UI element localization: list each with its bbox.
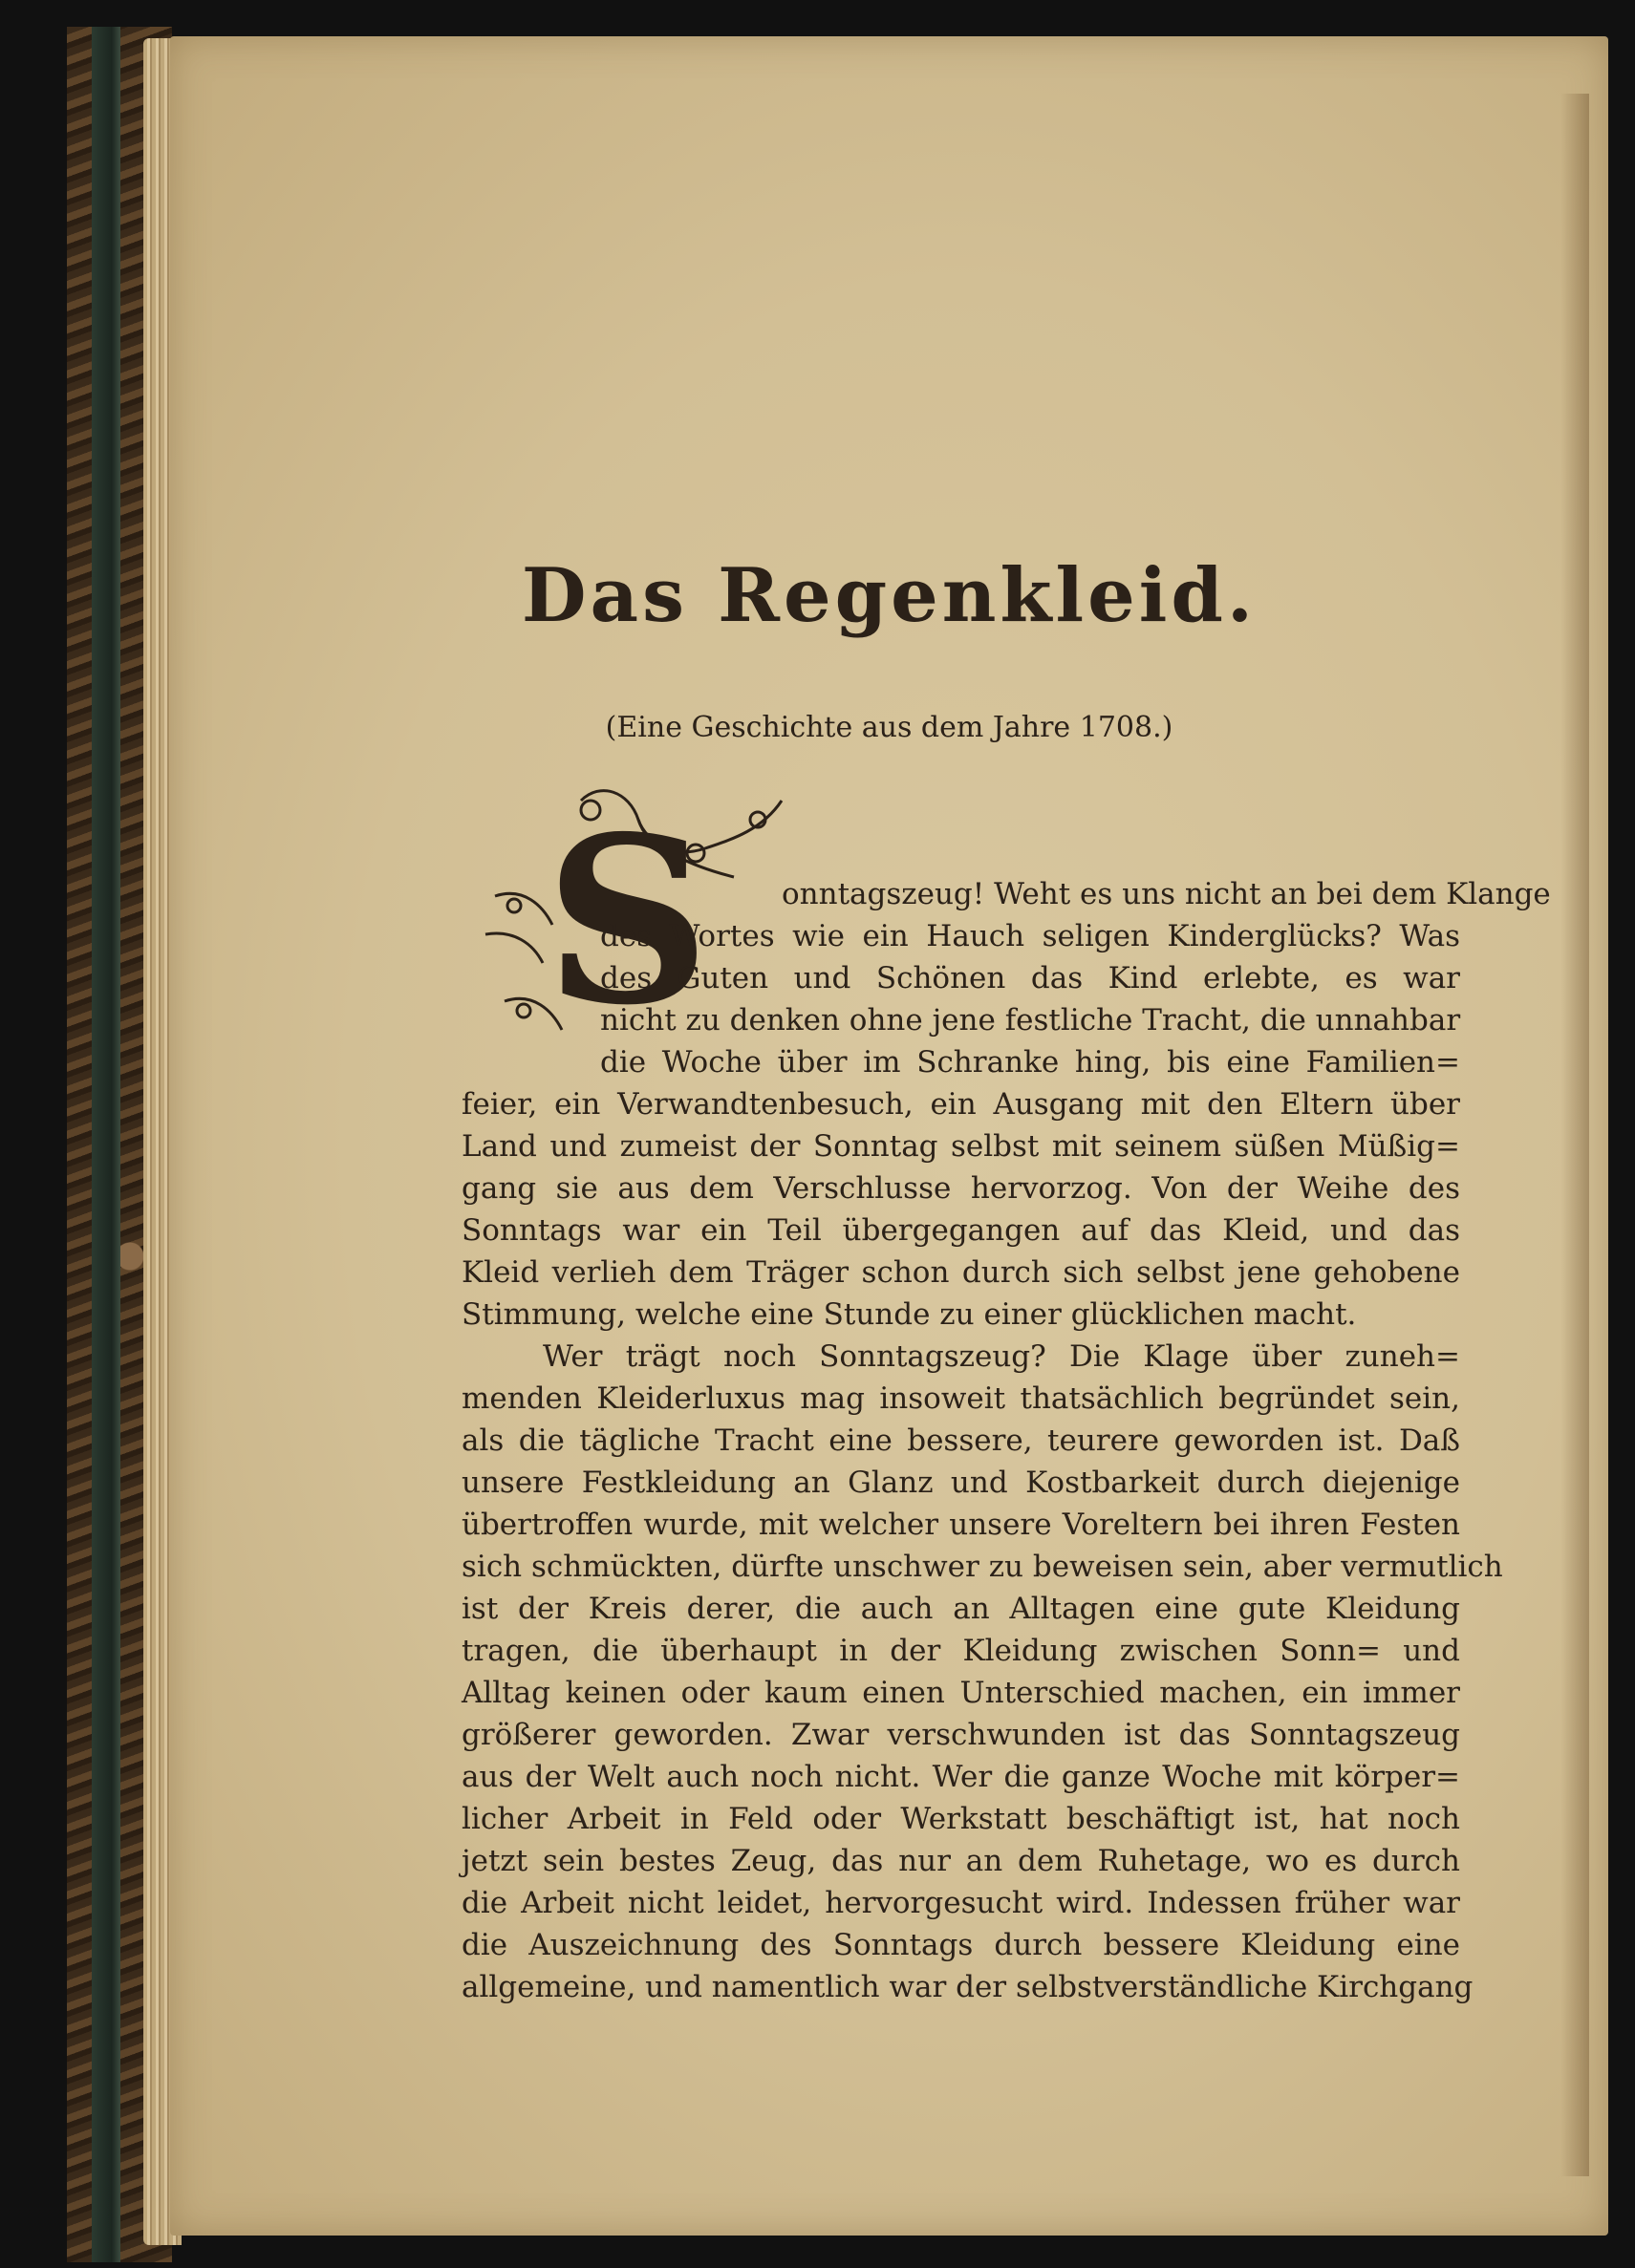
text-line: unsere Festkleidung an Glanz und Kostbarkeit durch diejenige xyxy=(462,1466,1460,1500)
text-line: licher Arbeit in Feld oder Werkstatt beschäftigt ist, hat noch xyxy=(462,1802,1460,1836)
text-line: menden Kleiderluxus mag insoweit thatsächlich begründet sein, xyxy=(462,1381,1460,1416)
text-line: feier, ein Verwandtenbesuch, ein Ausgang mit den Eltern über xyxy=(462,1087,1460,1122)
text-line: des Guten und Schönen das Kind erlebte, es war xyxy=(600,961,1460,995)
chapter-title: Das Regenkleid. xyxy=(521,552,1258,639)
text-line: allgemeine, und namentlich war der selbstverständliche Kirchgang xyxy=(462,1970,1474,2004)
text-line: die Arbeit nicht leidet, hervorgesucht wird. Indessen früher war xyxy=(462,1886,1460,1920)
chapter-subtitle: (Eine Geschichte aus dem Jahre 1708.) xyxy=(605,711,1173,744)
text-line: sich schmückten, dürfte unschwer zu beweisen sein, aber vermutlich xyxy=(462,1550,1503,1584)
text-line: als die tägliche Tracht eine bessere, teurere geworden ist. Daß xyxy=(462,1423,1460,1458)
text-line: Stimmung, welche eine Stunde zu einer glücklichen macht. xyxy=(462,1297,1357,1332)
initial-letter: S xyxy=(545,786,711,1056)
text-line: Sonntags war ein Teil übergegangen auf das Kleid, und das xyxy=(462,1213,1460,1248)
text-line: Kleid verlieh dem Träger schon durch sich selbst jene gehobene xyxy=(462,1255,1460,1290)
text-line: jetzt sein bestes Zeug, das nur an dem Ruhetage, wo es durch xyxy=(462,1844,1460,1878)
text-line: die Auszeichnung des Sonntags durch bessere Kleidung eine xyxy=(462,1928,1460,1962)
book-page xyxy=(170,36,1608,2236)
text-line: größerer geworden. Zwar verschwunden ist das Sonntagszeug xyxy=(462,1718,1460,1752)
page-gutter-shadow xyxy=(1560,94,1589,2176)
text-line: aus der Welt auch noch nicht. Wer die ganze Woche mit körper= xyxy=(462,1760,1460,1794)
text-line: nicht zu denken ohne jene festliche Tracht, die unnahbar xyxy=(600,1003,1461,1038)
text-line: onntagszeug! Weht es uns nicht an bei dem Klange xyxy=(782,877,1551,911)
text-line: Wer trägt noch Sonntagszeug? Die Klage über zuneh= xyxy=(543,1339,1460,1374)
text-line: Land und zumeist der Sonntag selbst mit seinem süßen Müßig= xyxy=(462,1129,1460,1164)
text-line: Alltag keinen oder kaum einen Unterschied machen, ein immer xyxy=(462,1676,1460,1710)
text-line: des Wortes wie ein Hauch seligen Kinderglücks? Was xyxy=(600,919,1460,953)
text-line: tragen, die überhaupt in der Kleidung zwischen Sonn= und xyxy=(462,1634,1460,1668)
text-line: die Woche über im Schranke hing, bis eine Familien= xyxy=(600,1045,1460,1080)
book-spine xyxy=(92,27,120,2262)
text-line: übertroffen wurde, mit welcher unsere Voreltern bei ihren Festen xyxy=(462,1508,1460,1542)
text-line: gang sie aus dem Verschlusse hervorzog. Von der Weihe des xyxy=(462,1171,1460,1206)
text-line: ist der Kreis derer, die auch an Alltagen eine gute Kleidung xyxy=(462,1592,1460,1626)
